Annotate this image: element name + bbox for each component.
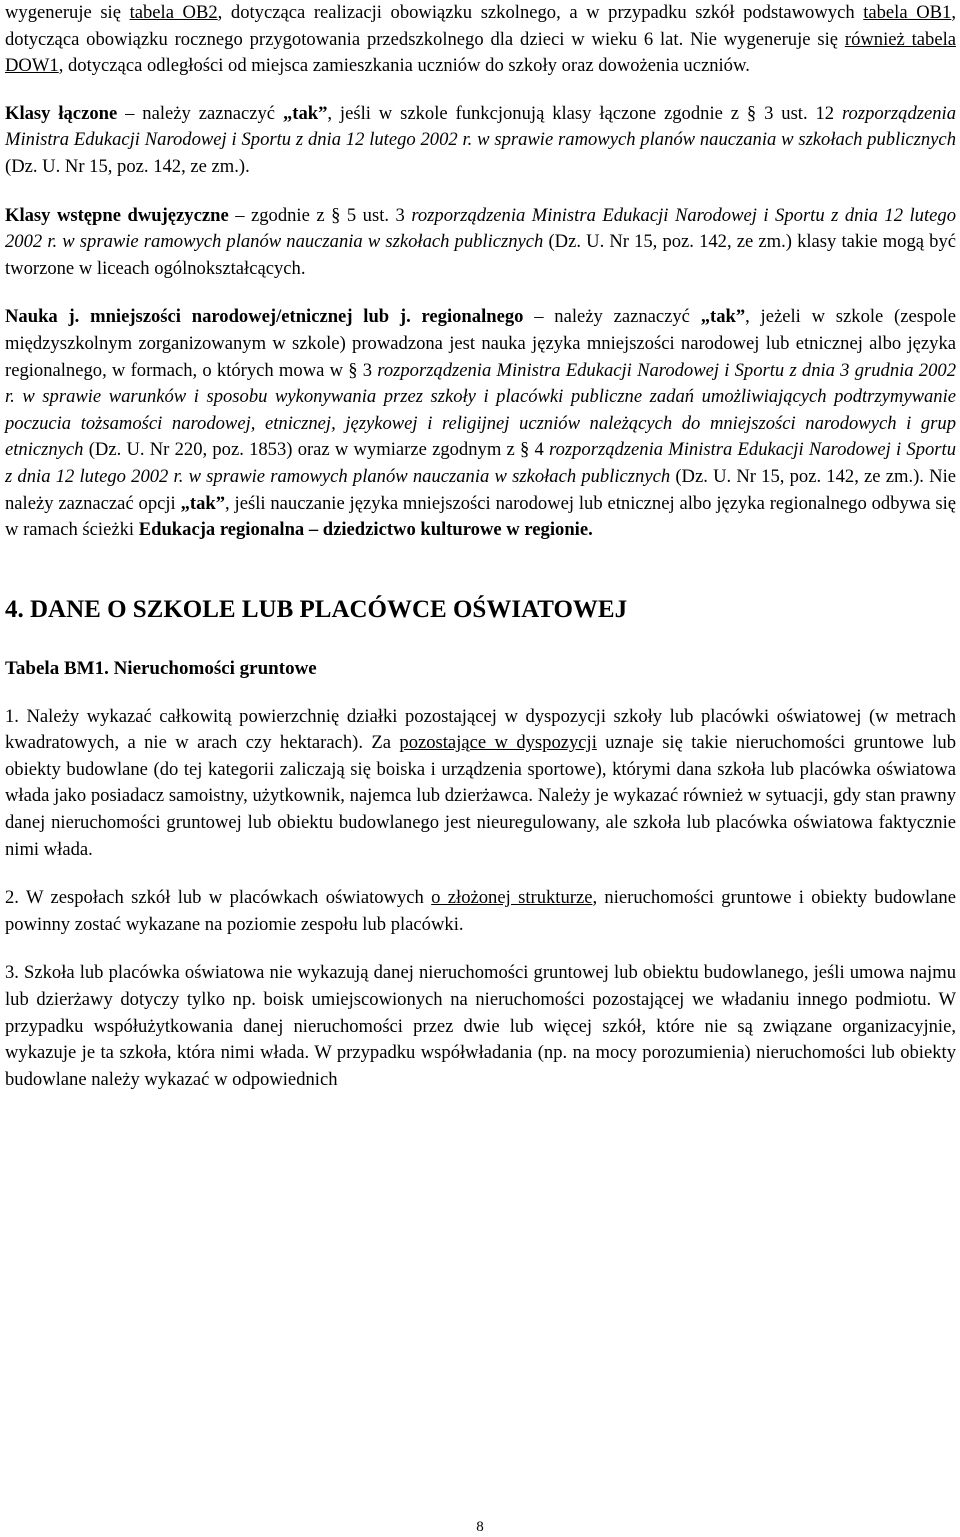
text: 2. W zespołach szkół lub w placówkach oświatowych xyxy=(5,887,432,909)
text: uznaje się takie nieruchomości gruntowe lub obiekty budowlane (do tej kategorii zaliczają się boiska i urządzenia sportowe), którymi dana szkoła lub placówka oświatowa włada jako posiadacz samoistny, użytkownik, najemca lub dzierżawca. Należy je wykazać również w sytuacji, gdy stan prawny danej nieruchomości gruntowej lub obiektu budowlanego jest nieuregulowany, ale szkoła lub placówka oświatowa faktycznie nimi włada. xyxy=(5,732,956,860)
text: , dotycząca realizacji obowiązku szkolnego, a w przypadku szkół podstawowych xyxy=(217,2,864,23)
regulation-citation: rozporządzenia Ministra Edukacji Narodowej i Sportu z dnia 3 grudnia 2002 r. w sprawie warunków i sposobu wykonywania przez szkoły i placówki publiczne zadań umożliwiających podtrzymywanie poczucia tożsamości narodowej, etnicznej, językowej i religijnej uczniów należących do mniejszości narodowych i grup etnicznych xyxy=(5,359,956,461)
text: , jeżeli w szkole (zespole międzyszkolnym zorganizowanym w szkole) prowadzona jest nauka języka mniejszości narodowej lub etnicznej albo języka regionalnego, w formach, o których mowa w § 3 xyxy=(5,306,957,381)
text: , nieruchomości gruntowe i obiekty budowlane powinny zostać wykazane na poziomie zespołu lub placówki. xyxy=(5,887,956,935)
regulation-citation: rozporządzenia Ministra Edukacji Narodowej i Sportu z dnia 12 lutego 2002 r. w sprawie ramowych planów nauczania w szkołach publicznych xyxy=(5,102,956,151)
text: (Dz. U. Nr 15, poz. 142, ze zm.). xyxy=(5,155,250,177)
link-text-ob1: tabela OB1 xyxy=(863,2,952,23)
link-text-ob2: tabela OB2 xyxy=(129,2,218,23)
term-tak: „tak” xyxy=(700,306,746,328)
paragraph-nauka-jezyka xyxy=(5,304,956,543)
link-text-dow1: również tabela DOW1 xyxy=(5,28,956,77)
term-tak: „tak” xyxy=(180,492,226,514)
document-page xyxy=(5,0,956,1093)
text: (Dz. U. Nr 220, poz. 1853) oraz w wymiarze zgodnym z § 4 xyxy=(83,439,550,461)
table-heading: Tabela BM1. Nieruchomości gruntowe xyxy=(5,657,317,679)
text: , jeśli w szkole funkcjonują klasy łączone zgodnie z § 3 ust. 12 xyxy=(327,102,842,124)
text: wygeneruje się xyxy=(5,2,130,23)
page-number: 8 xyxy=(476,1519,484,1535)
text: 1. Należy wykazać całkowitą powierzchnię działki pozostającej w dyspozycji szkoły lub placówki oświatowej (w metrach kwadratowych, a nie w arach czy hektarach). Za xyxy=(5,705,956,754)
text: – należy zaznaczyć xyxy=(117,102,283,124)
section-heading: 4. DANE O SZKOLE LUB PLACÓWCE OŚWIATOWEJ xyxy=(5,595,628,623)
underlined-term: o złożonej strukturze xyxy=(431,887,593,909)
text: (Dz. U. Nr 15, poz. 142, ze zm.) klasy takie mogą być tworzone w liceach ogólnokształcących. xyxy=(5,231,956,279)
text: – zgodnie z § 5 ust. 3 xyxy=(228,204,412,226)
paragraph-point-1 xyxy=(5,704,956,864)
paragraph-point-2 xyxy=(5,885,956,938)
text: 3. Szkoła lub placówka oświatowa nie wykazują danej nieruchomości gruntowej lub obiektu budowlanego, jeśli umowa najmu lub dzierżawy dotyczy tylko np. boisk umiejscowionych na nieruchomości pozostającej we władaniu innego podmiotu. W przypadku współużytkowania danej nieruchomości przez dwie lub więcej szkół, które nie są związane organizacyjnie, wykazuje je ta szkoła, która nimi włada. W przypadku współwładania (np. na mocy porozumienia) nieruchomości lub obiekty budowlane należy wykazać w odpowiednich xyxy=(5,962,956,1090)
text: (Dz. U. Nr 15, poz. 142, ze zm.). Nie należy zaznaczać opcji xyxy=(5,465,956,514)
paragraph-point-3 xyxy=(5,960,956,1093)
term-tak: „tak” xyxy=(282,102,328,124)
text: – należy zaznaczyć xyxy=(523,306,701,328)
paragraph-intro xyxy=(5,0,956,80)
term-edukacja-regionalna: Edukacja regionalna – dziedzictwo kulturowe w regionie. xyxy=(138,519,593,541)
term-klasy-wstepne: Klasy wstępne dwujęzyczne xyxy=(5,204,229,226)
term-klasy-laczone: Klasy łączone xyxy=(5,102,118,124)
text: , dotycząca obowiązku rocznego przygotowania przedszkolnego dla dzieci w wieku 6 lat. Nie wygeneruje się xyxy=(5,2,956,50)
paragraph-klasy-laczone xyxy=(5,101,956,181)
text: , dotycząca odległości od miejsca zamieszkania uczniów do szkoły oraz dowożenia uczniów. xyxy=(58,55,750,77)
regulation-citation: rozporządzenia Ministra Edukacji Narodowej i Sportu z dnia 12 lutego 2002 r. w sprawie ramowych planów nauczania w szkołach publicznych xyxy=(5,439,957,487)
term-nauka-jezyka: Nauka j. mniejszości narodowej/etnicznej lub j. regionalnego xyxy=(5,306,524,328)
regulation-citation: rozporządzenia Ministra Edukacji Narodowej i Sportu z dnia 12 lutego 2002 r. w sprawie ramowych planów nauczania w szkołach publicznych xyxy=(5,204,956,253)
text: , jeśli nauczanie języka mniejszości narodowej lub etnicznej albo języka regionalnego odbywa się w ramach ścieżki xyxy=(5,492,957,541)
paragraph-klasy-wstepne xyxy=(5,203,956,283)
underlined-term: pozostające w dyspozycji xyxy=(399,732,597,754)
